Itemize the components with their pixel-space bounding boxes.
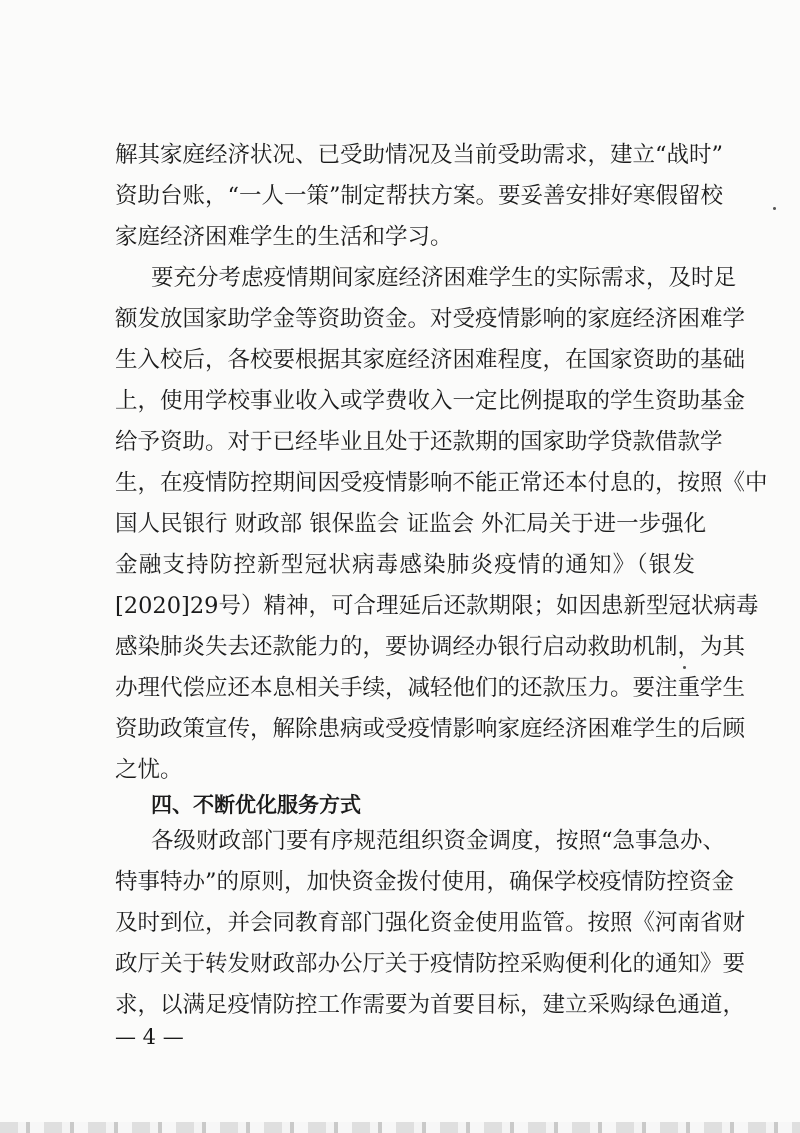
text-line: 给予资助。对于已经毕业且处于还款期的国家助学贷款借款学 [115,429,723,455]
text-line: [2020]29号）精神，可合理延后还款期限；如因患新型冠状病毒 [115,593,759,619]
text-line: 办理代偿应还本息相关手续，减轻他们的还款压力。要注重学生 [115,675,746,701]
scan-bottom-edge [0,1122,800,1133]
text-line: 国人民银行 财政部 银保监会 证监会 外汇局关于进一步强化 [115,511,707,537]
text-line: 资助政策宣传，解除患病或受疫情影响家庭经济困难学生的后顾 [115,716,746,742]
page-number: — 4 — [115,1025,184,1049]
text-line: 政厅关于转发财政部办公厅关于疫情防控采购便利化的通知》要 [115,951,746,977]
text-line: 资助台账，“一人一策”制定帮扶方案。要妥善安排好寒假留校 [115,183,724,209]
text-line: 额发放国家助学金等资助资金。对受疫情影响的家庭经济困难学 [115,306,746,332]
text-line: 感染肺炎失去还款能力的，要协调经办银行启动救助机制，为其 [115,634,746,660]
text-line: 特事特办”的原则，加快资金拨付使用，确保学校疫情防控资金 [115,869,735,895]
text-line: 求，以满足疫情防控工作需要为首要目标，建立采购绿色通道， [115,992,746,1018]
text-line: 生，在疫情防控期间因受疫情影响不能正常还本付息的，按照《中 [115,470,768,496]
section-heading: 四、不断优化服务方式 [151,793,361,817]
text-line: 要充分考虑疫情期间家庭经济困难学生的实际需求，及时足 [151,265,737,291]
scan-speck [773,207,776,210]
text-line: 及时到位，并会同教育部门强化资金使用监管。按照《河南省财 [115,910,746,936]
scan-speck [683,666,686,669]
text-line: 上，使用学校事业收入或学费收入一定比例提取的学生资助基金 [115,388,746,414]
text-line: 生入校后，各校要根据其家庭经济困难程度，在国家资助的基础 [115,347,746,373]
text-line: 之忧。 [115,757,183,783]
text-line: 解其家庭经济状况、已受助情况及当前受助需求，建立“战时” [115,142,724,168]
text-line: 金融支持防控新型冠状病毒感染肺炎疫情的通知》（银发 [115,552,695,578]
text-line: 家庭经济困难学生的生活和学习。 [115,224,453,250]
text-line: 各级财政部门要有序规范组织资金调度，按照“急事急办、 [151,828,726,854]
